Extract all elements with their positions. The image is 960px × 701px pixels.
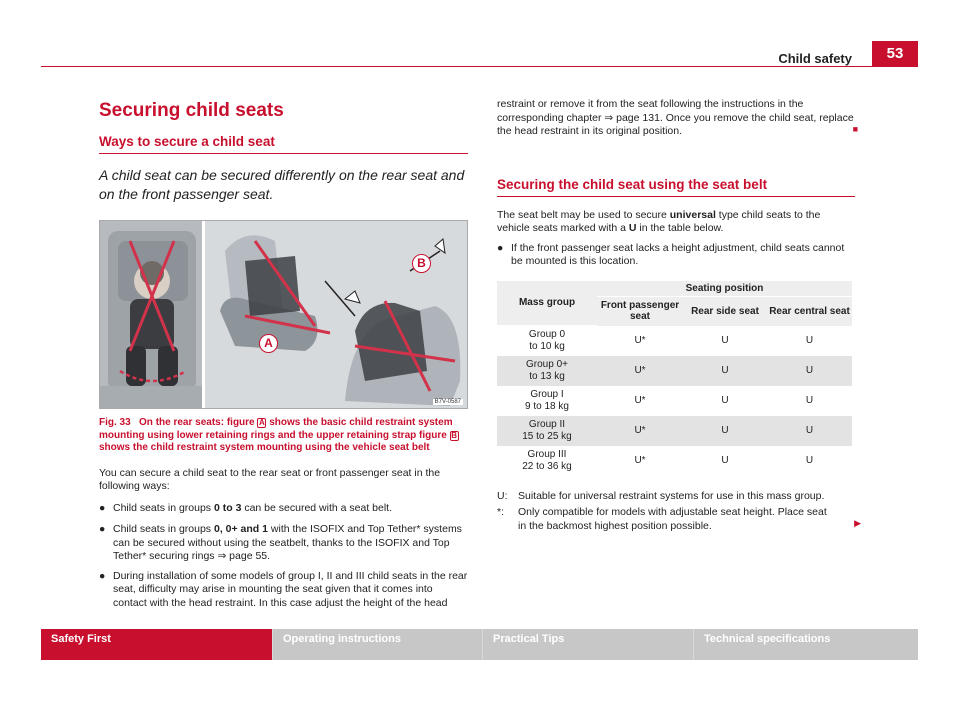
figure-label-a: A — [259, 334, 278, 353]
running-header-title: Child safety — [778, 51, 852, 66]
footer-tab-safety-first[interactable]: Safety First — [41, 629, 272, 660]
section-heading-seat-belt: Securing the child seat using the seat belt — [497, 177, 855, 197]
note-text: Only compatible for models with adjustable seat height. Place seat in the backmost highest position possible. — [518, 506, 827, 532]
cell-central: U — [767, 356, 852, 386]
continue-arrow-icon: ▶ — [854, 518, 861, 528]
caption-text-2: shows the basic child restraint system mounting using lower retaining rings and the upper retaining strap figure — [99, 417, 453, 441]
bullet-text: If the front passenger seat lacks a height adjustment, child seats cannot be mounted is this location. — [511, 241, 845, 267]
bullet-dot: ● — [99, 569, 106, 582]
note-key: U: — [497, 489, 508, 502]
figure-child-seats — [99, 220, 468, 409]
left-column — [99, 100, 468, 610]
header-front-passenger: Front passenger seat — [597, 297, 683, 326]
cell-central: U — [805, 394, 814, 406]
cell-mass-group: Group I 9 to 18 kg — [525, 388, 569, 412]
figure-code: B7V-0587 — [434, 399, 461, 405]
footer-tab-operating-instructions[interactable]: Operating instructions — [273, 629, 482, 660]
cell-mass-group: Group II 15 to 25 kg — [497, 416, 597, 446]
child-isofix-illustration — [100, 221, 203, 408]
figure-panel-a — [100, 221, 203, 408]
figure-panel-b — [205, 221, 468, 408]
footer-tab-technical-specifications[interactable]: Technical specifications — [694, 629, 918, 660]
header-rule — [41, 66, 918, 67]
bullet-text: Child seats in groups 0 to 3 can be secured with a seat belt. — [113, 501, 393, 514]
bullet-text: During installation of some models of group I, II and III child seats in the rear seat, difficulty may arise in mounting the seat given that it comes into contact with the head restraint. In this case adjust the height of the head — [113, 569, 468, 609]
cell-central: U — [805, 334, 814, 346]
cell-front: U* — [597, 356, 683, 386]
cell-mass-group: Group 0+ to 13 kg — [497, 356, 597, 386]
figure-label-b: B — [412, 254, 431, 273]
cell-front: U* — [597, 416, 683, 446]
page-number: 53 — [872, 41, 918, 67]
right-column — [497, 98, 861, 533]
table-row — [497, 356, 852, 386]
bullet-item — [497, 242, 855, 269]
caption-prefix: Fig. 33 — [99, 417, 131, 428]
footer-tab-practical-tips[interactable]: Practical Tips — [483, 629, 693, 660]
header-rear-side: Rear side seat — [683, 297, 767, 326]
table-row — [497, 446, 852, 476]
figure-caption — [99, 417, 468, 455]
caption-label-a: A — [259, 418, 265, 427]
note-star — [497, 506, 855, 533]
cell-side: U — [683, 416, 767, 446]
child-seat-belt-illustration — [205, 221, 468, 408]
bullet-dot: ● — [99, 523, 106, 535]
header-mass-group: Mass group — [497, 281, 597, 326]
cell-central: U — [805, 454, 814, 466]
continuation-paragraph: restraint or remove it from the seat following the instructions in the corresponding chapter ⇒ page 131. Once you remove the child seat, replace the head restraint in its original position. — [497, 98, 854, 137]
cell-front: U* — [634, 334, 646, 346]
cell-mass-group: Group 0 to 10 kg — [528, 328, 566, 352]
table-header-row — [497, 281, 852, 297]
bullet-dot: ● — [99, 501, 106, 514]
caption-label-b: B — [451, 430, 457, 440]
caption-text-1: On the rear seats: figure — [139, 417, 255, 428]
note-text: Suitable for universal restraint systems for use in this mass group. — [518, 489, 825, 502]
end-mark-icon: ■ — [852, 124, 858, 134]
note-u — [497, 490, 855, 504]
cell-side: U — [721, 454, 729, 466]
cell-central: U — [767, 416, 852, 446]
cell-front: U* — [634, 394, 646, 406]
cell-side: U — [721, 394, 729, 406]
bullet-item — [99, 570, 468, 611]
seat-belt-paragraph: The seat belt may be used to secure universal type child seats to the vehicle seats marked with a U in the table below. — [497, 208, 821, 234]
seating-table — [497, 281, 852, 476]
note-key: *: — [497, 506, 505, 518]
section-heading: Ways to secure a child seat — [99, 134, 468, 154]
cell-mass-group: Group III 22 to 36 kg — [522, 448, 572, 472]
table-row — [497, 416, 852, 446]
cell-side: U — [721, 334, 729, 346]
table-row — [497, 386, 852, 416]
bullet-text: Child seats in groups 0, 0+ and 1 with the ISOFIX and Top Tether* systems can be secured without using the seatbelt, thanks to the ISOFIX and Top Tether* securing rings ⇒ page 55. — [113, 523, 462, 562]
bullet-item — [99, 502, 468, 516]
chapter-title: Securing child seats — [99, 100, 284, 121]
lead-paragraph: A child seat can be secured differently on the rear seat and on the front passenger seat. — [99, 167, 465, 202]
table-row — [497, 326, 852, 356]
caption-text-3: shows the child restraint system mounting using the vehicle seat belt — [99, 442, 430, 453]
bullet-item — [99, 523, 468, 564]
cell-front: U* — [634, 454, 646, 466]
bullet-dot: ● — [497, 241, 504, 254]
intro-paragraph: You can secure a child seat to the rear seat or front passenger seat in the following ways: — [99, 466, 441, 492]
header-rear-central: Rear central seat — [767, 297, 852, 326]
header-seating-position: Seating position — [597, 281, 852, 297]
cell-side: U — [683, 356, 767, 386]
